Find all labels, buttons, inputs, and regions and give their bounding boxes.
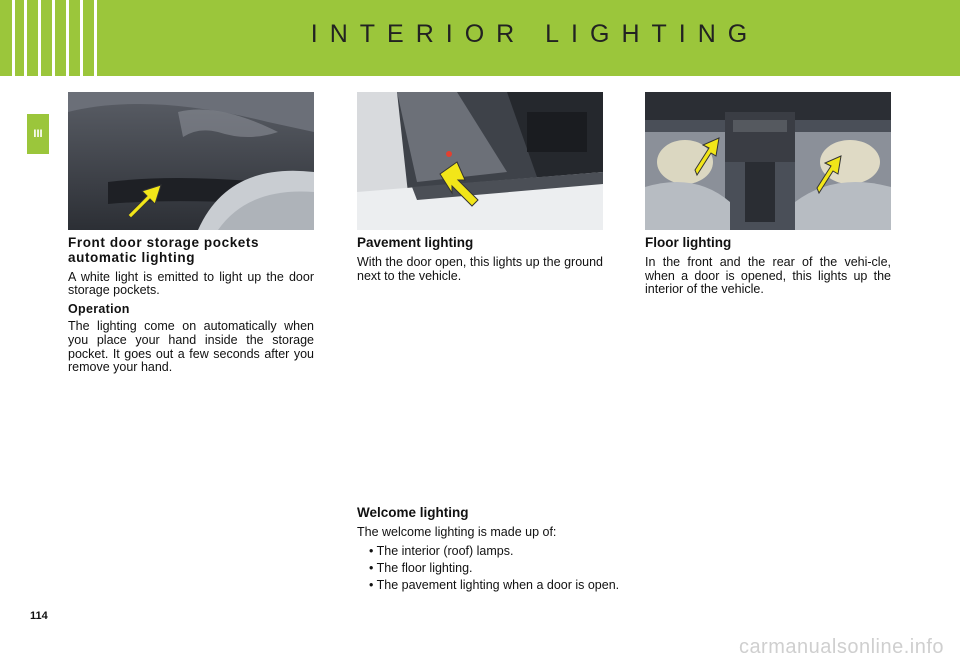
- operation-subheading: Operation: [68, 302, 130, 317]
- page-title: INTERIOR LIGHTING: [310, 20, 760, 48]
- watermark: carmanualsonline.info: [738, 636, 944, 658]
- floor-heading: Floor lighting: [645, 235, 732, 250]
- operation-text: The lighting come on automatically when you place your hand inside the storage pocket. It goes out a few seconds after you remove your hand.: [68, 319, 314, 375]
- welcome-heading: Welcome lighting: [357, 505, 469, 520]
- floor-photo: [645, 92, 891, 230]
- floor-section: [645, 236, 891, 301]
- pavement-heading: Pavement lighting: [357, 235, 474, 250]
- page-number: 114: [30, 610, 48, 622]
- front-door-text: A white light is emitted to light up the door storage pockets.: [68, 269, 314, 298]
- pavement-section: [357, 236, 603, 287]
- door-pocket-photo: [68, 92, 314, 230]
- list-item: • The pavement lighting when a door is open.: [369, 577, 620, 592]
- front-door-heading: Front door storage pockets automatic lighting: [68, 235, 260, 265]
- list-item: • The floor lighting.: [369, 560, 473, 575]
- welcome-intro: The welcome lighting is made up of:: [357, 524, 557, 539]
- pavement-text: With the door open, this lights up the ground next to the vehicle.: [357, 254, 603, 283]
- welcome-section: [357, 506, 777, 592]
- pavement-photo: [357, 92, 603, 230]
- list-item: • The interior (roof) lamps.: [369, 543, 514, 558]
- front-door-section: [68, 236, 314, 379]
- section-tab: III: [27, 114, 49, 154]
- header-band: [0, 0, 960, 76]
- floor-text: In the front and the rear of the vehi-cle, when a door is opened, this lights up the interior of the vehicle.: [645, 254, 891, 297]
